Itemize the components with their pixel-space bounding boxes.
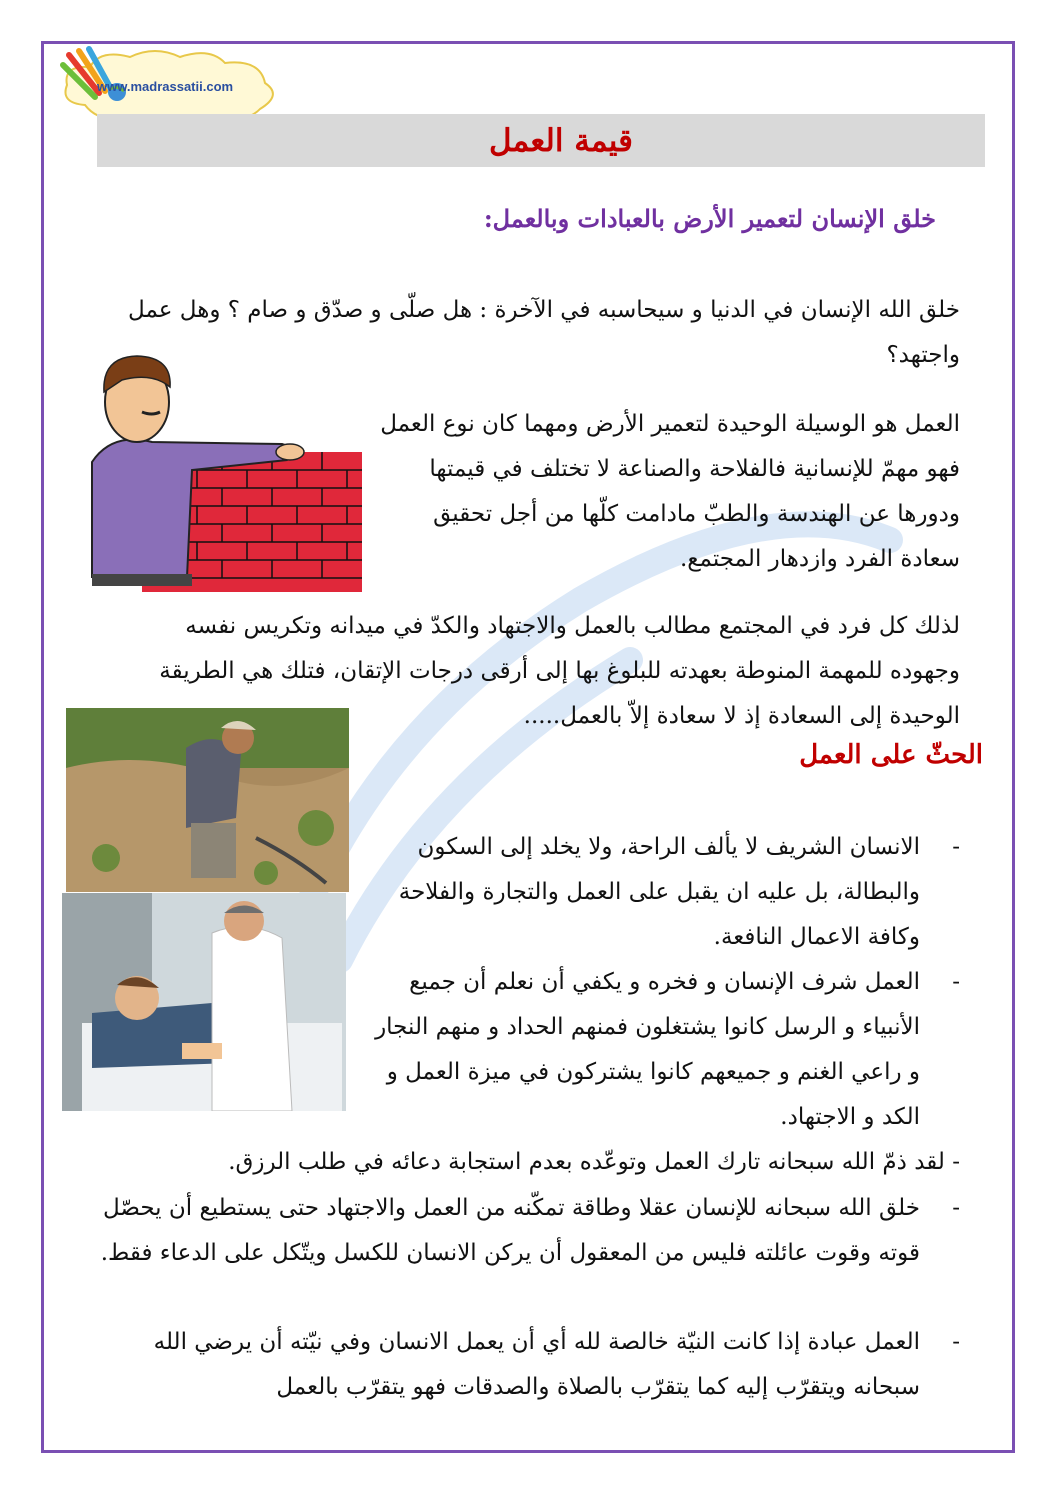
list-item-text: خلق الله سبحانه للإنسان عقلا وطاقة تمكّنه من العمل والاجتهاد حتى يستطيع أن يحصّل قوته وقوت عائلته فليس من المعقول أن يركن الانسان للكسل ويتّكل على الدعاء فقط. — [100, 1195, 920, 1266]
section2-heading: الحثّ على العمل — [799, 740, 983, 770]
duty-paragraph: لذلك كل فرد في المجتمع مطالب بالعمل والاجتهاد والكدّ في ميدانه وتكريس نفسه وجهوده للمهمة المنوطة بعهدته للبلوغ بها إلى أرقى درجات الإتقان، فتلك هي الطريقة الوحيدة إلى السعادة إذ لا سعادة إلاّ بالعمل..... — [159, 613, 960, 729]
intro-paragraph: خلق الله الإنسان في الدنيا و سيحاسبه في الآخرة : هل صلّى و صدّق و صام ؟ وهل عمل واجتهد؟ — [128, 297, 960, 368]
list-item — [360, 960, 960, 1140]
list-item-text: العمل شرف الإنسان و فخره و يكفي أن نعلم أن جميع الأنبياء و الرسل كانوا يشتغلون فمنهم الحداد و منهم النجار و راعي الغنم و جميعهم كانوا يشتركون في ميزة العمل و الكد و الاجتهاد. — [375, 969, 920, 1130]
list-item — [100, 1320, 960, 1410]
list-item — [140, 1140, 960, 1185]
work-meaning-paragraph: العمل هو الوسيلة الوحيدة لتعمير الأرض ومهما كان نوع العمل فهو مهمّ للإنسانية فالفلاحة والصناعة لا تختلف في قيمتها ودورها عن الهندسة والطبّ مادامت كلّها من أجل تحقيق سعادة الفرد وازدهار المجتمع. — [380, 411, 960, 572]
list-item — [100, 1186, 960, 1276]
bullet-dash: - — [952, 1329, 960, 1355]
bullet-dash: - — [952, 834, 960, 860]
bullet-dash: - — [952, 969, 960, 995]
list-item-text: الانسان الشريف لا يألف الراحة، ولا يخلد إلى السكون والبطالة، بل عليه ان يقبل على العمل والتجارة والفلاحة وكافة الاعمال النافعة. — [398, 834, 920, 950]
farmer-photo — [66, 708, 349, 892]
logo-url-text[interactable]: www.madrassatii.com — [97, 79, 234, 94]
bullet-dash: - — [952, 1195, 960, 1221]
page-title: قيمة العمل — [489, 122, 633, 159]
section1-heading: خلق الإنسان لتعمير الأرض بالعبادات وبالعمل: — [483, 204, 936, 233]
bricklayer-illustration — [82, 352, 362, 592]
list-item-text: العمل عبادة إذا كانت النيّة خالصة لله أي أن يعمل الانسان وفي نيّته أن يرضي الله سبحانه ويتقرّب إليه كما يتقرّب بالصلاة والصدقات فهو يتقرّب بالعمل — [153, 1329, 920, 1400]
list-item-text: - لقد ذمّ الله سبحانه تارك العمل وتوعّده بعدم استجابة دعائه في طلب الرزق. — [228, 1149, 960, 1175]
list-item — [360, 825, 960, 960]
doctor-patient-photo — [62, 893, 346, 1111]
title-bar — [97, 114, 985, 167]
